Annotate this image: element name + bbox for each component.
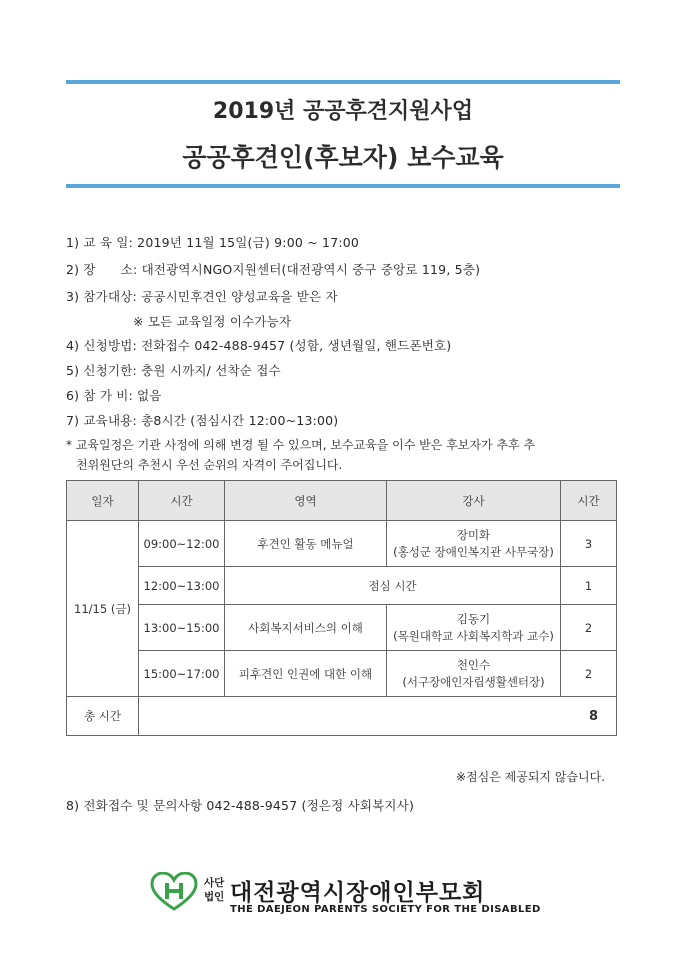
contact-info: 8) 전화접수 및 문의사항 042-488-9457 (정은정 사회복지사) [66, 798, 415, 813]
time-cell: 13:00~15:00 [139, 605, 225, 651]
org-name-en: THE DAEJEON PARENTS SOCIETY FOR THE DISABLED [230, 904, 541, 915]
org-prefix-line2: 법인 [204, 891, 225, 903]
info-item-fee: 6) 참 가 비: 없음 [66, 388, 162, 403]
info-item-apply-method: 4) 신청방법: 전화접수 042-488-9457 (성함, 생년월일, 핸드폰번호) [66, 338, 452, 353]
heart-logo-icon [150, 872, 198, 912]
total-value: 8 [139, 697, 617, 736]
page-title-line2: 공공후견인(후보자) 보수교육 [182, 143, 504, 172]
lecturer-org: (서구장애인자립생활센터장) [402, 674, 545, 689]
lunch-cell: 점심 시간 [225, 567, 561, 605]
table-row [67, 521, 617, 567]
page-title-line1: 2019년 공공후견지원사업 [212, 99, 474, 124]
info-item-apply-deadline: 5) 신청기한: 충원 시까지/ 선착순 접수 [66, 363, 281, 378]
org-prefix-line1: 사단 [204, 877, 225, 889]
area-cell: 후견인 활동 메뉴얼 [225, 521, 387, 567]
hours-cell: 2 [561, 651, 617, 697]
lecturer-org: (홍성군 장애인복지관 사무국장) [393, 544, 554, 559]
time-cell: 12:00~13:00 [139, 567, 225, 605]
info-item-target: 3) 참가대상: 공공시민후견인 양성교육을 받은 자 [66, 289, 338, 304]
date-cell: 11/15 (금) [67, 521, 139, 697]
header-time: 시간 [139, 481, 225, 521]
info-item-content: 7) 교육내용: 총8시간 (점심시간 12:00~13:00) [66, 413, 339, 428]
lecturer-name: 김동기 [456, 611, 491, 626]
bottom-rule [66, 184, 620, 188]
lecturer-org: (목원대학교 사회복지학과 교수) [393, 628, 554, 643]
info-item-date: 1) 교 육 일: 2019년 11월 15일(금) 9:00 ~ 17:00 [66, 235, 360, 250]
hours-cell: 3 [561, 521, 617, 567]
header-area: 영역 [225, 481, 387, 521]
header-lecturer: 강사 [387, 481, 561, 521]
info-item-place: 2) 장 소: 대전광역시NGO지원센터(대전광역시 중구 중앙로 119, 5층) [66, 262, 481, 277]
hours-cell: 2 [561, 605, 617, 651]
header-hours: 시간 [561, 481, 617, 521]
lecturer-cell [387, 651, 561, 697]
hours-cell: 1 [561, 567, 617, 605]
area-cell: 피후견인 인권에 대한 이해 [225, 651, 387, 697]
lecturer-name: 천인수 [456, 657, 491, 672]
area-cell: 사회복지서비스의 이해 [225, 605, 387, 651]
table-row [67, 651, 617, 697]
org-prefix [204, 876, 224, 904]
org-logo [150, 872, 198, 916]
total-row [67, 697, 617, 736]
notice-line1: * 교육일정은 기관 사정에 의해 변경 될 수 있으며, 보수교육을 이수 받은 후보자가 추후 추 [66, 438, 535, 452]
lunch-note: ※점심은 제공되지 않습니다. [456, 770, 606, 784]
schedule-table [66, 480, 617, 736]
lecturer-name: 장미화 [456, 527, 491, 542]
table-row [67, 567, 617, 605]
org-name: 대전광역시장애인부모회 [230, 880, 486, 906]
notice-line2: 천위원단의 추천시 우선 순위의 자격이 주어집니다. [76, 458, 343, 472]
time-cell: 09:00~12:00 [139, 521, 225, 567]
lecturer-cell [387, 605, 561, 651]
lecturer-cell [387, 521, 561, 567]
total-label: 총 시간 [67, 697, 139, 736]
top-rule [66, 80, 620, 84]
table-row [67, 605, 617, 651]
time-cell: 15:00~17:00 [139, 651, 225, 697]
header-date: 일자 [67, 481, 139, 521]
table-header-row [67, 481, 617, 521]
info-item-target-note: ※ 모든 교육일정 이수가능자 [133, 314, 292, 329]
